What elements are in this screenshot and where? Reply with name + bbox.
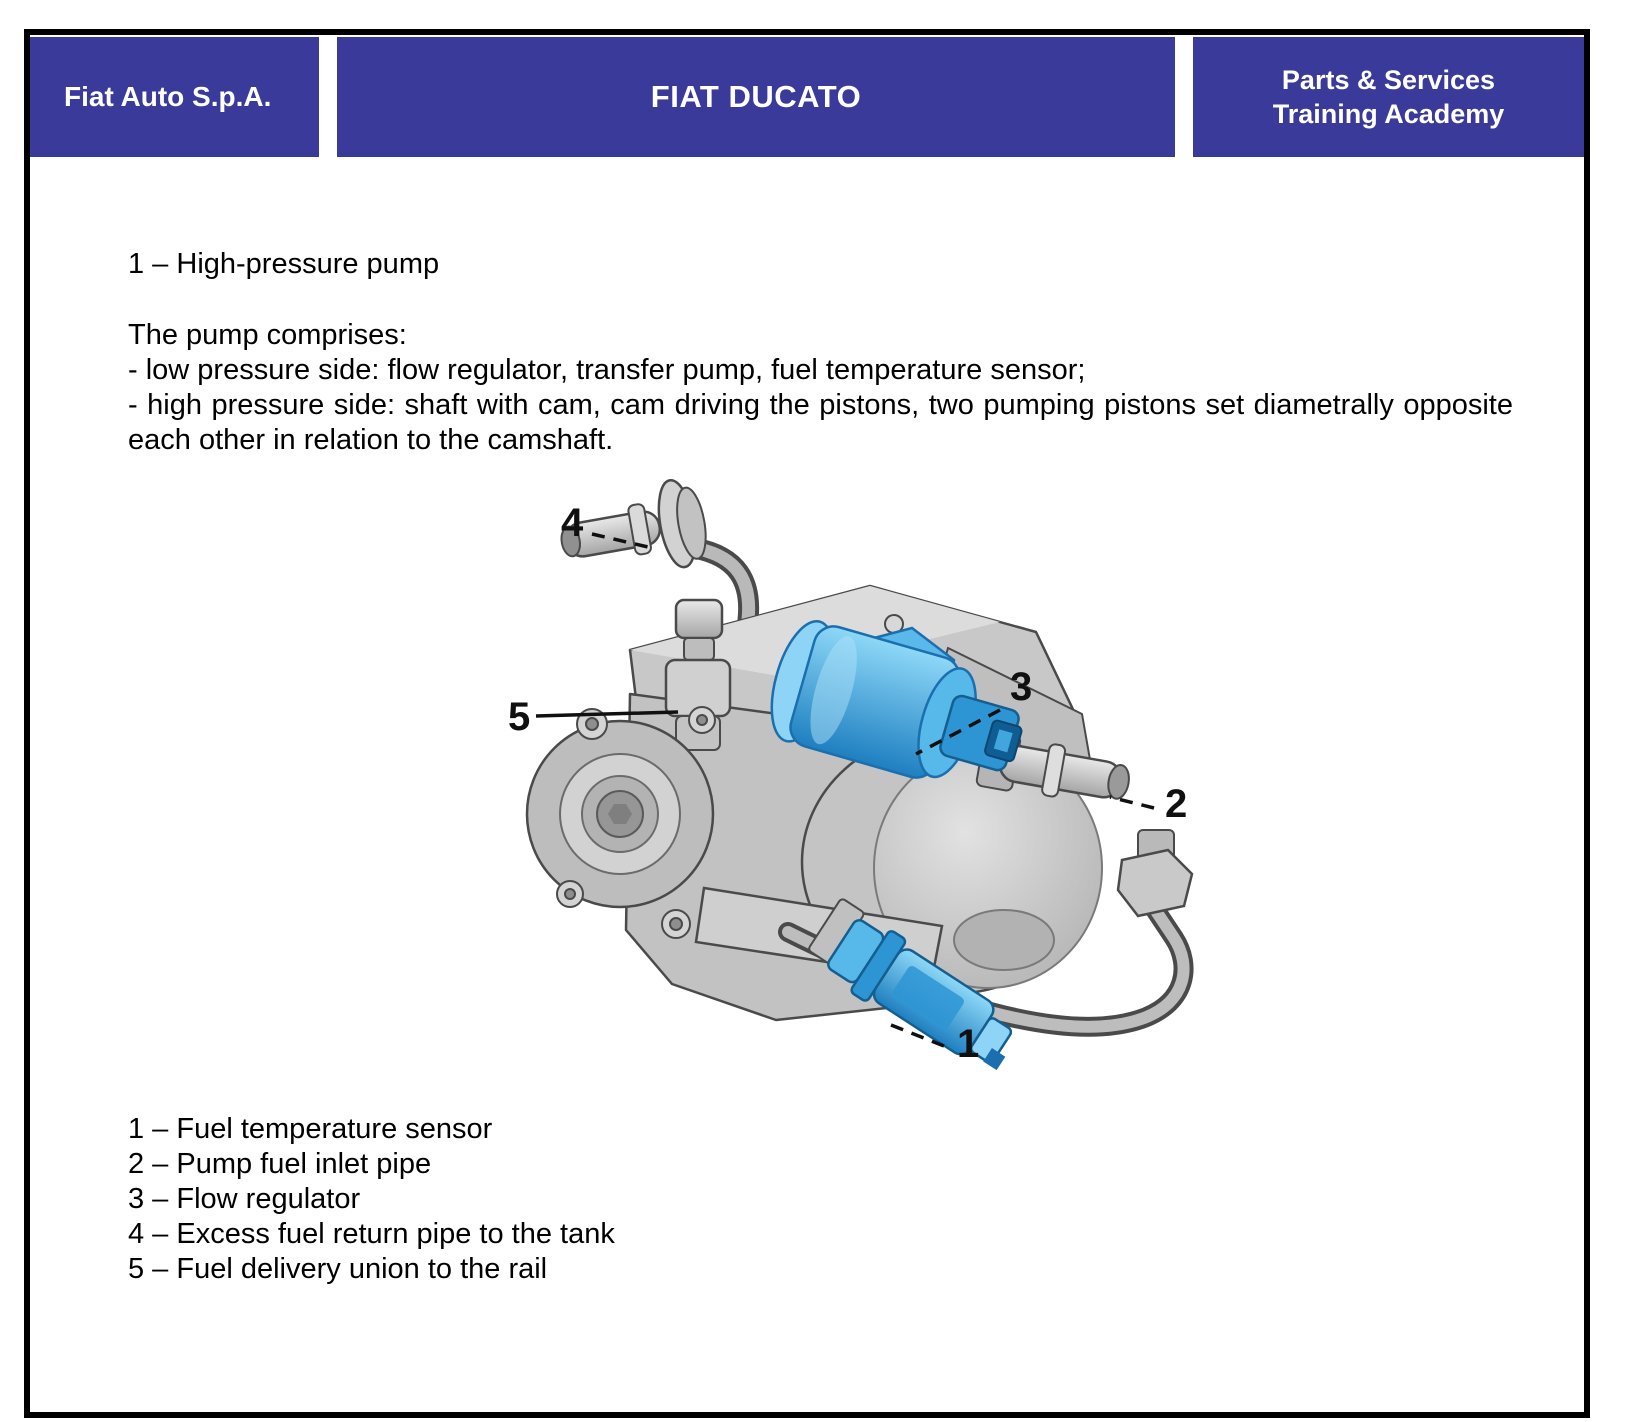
- legend-item-5: 5 – Fuel delivery union to the rail: [128, 1253, 548, 1285]
- legend-item-2: 2 – Pump fuel inlet pipe: [128, 1148, 432, 1180]
- header-cell-academy: [1193, 37, 1584, 157]
- figure-legend: [128, 1112, 615, 1287]
- legend-item-4: 4 – Excess fuel return pipe to the tank: [128, 1218, 615, 1250]
- section-title: 1 – High-pressure pump: [128, 248, 440, 280]
- callout-2-label: 2: [1165, 782, 1188, 826]
- academy-line2: Training Academy: [1272, 99, 1505, 129]
- para-line-1: The pump comprises:: [128, 319, 407, 351]
- callout-3-label: 3: [1010, 665, 1033, 709]
- pump-description-paragraph: [128, 318, 1513, 458]
- para-line-3: - high pressure side: shaft with cam, cam driving the pistons, two pumping pistons set diametrally opposite each other in relation to the camshaft.: [128, 389, 1513, 456]
- callout-5-label: 5: [508, 695, 531, 739]
- legend-item-1: 1 – Fuel temperature sensor: [128, 1113, 493, 1145]
- callout-1-label: 1: [957, 1022, 980, 1066]
- legend-item-3: 3 – Flow regulator: [128, 1183, 361, 1215]
- company-name: Fiat Auto S.p.A.: [64, 81, 272, 112]
- header-cell-model: [337, 37, 1175, 157]
- model-title: FIAT DUCATO: [650, 79, 862, 114]
- academy-line1: Parts & Services: [1281, 65, 1496, 95]
- pump-figure: [480, 462, 1200, 1074]
- callout-4-label: 4: [561, 501, 584, 545]
- para-line-2: - low pressure side: flow regulator, transfer pump, fuel temperature sensor;: [128, 354, 1086, 386]
- header-cell-company: [30, 37, 319, 157]
- high-pressure-pump-diagram: [480, 462, 1200, 1074]
